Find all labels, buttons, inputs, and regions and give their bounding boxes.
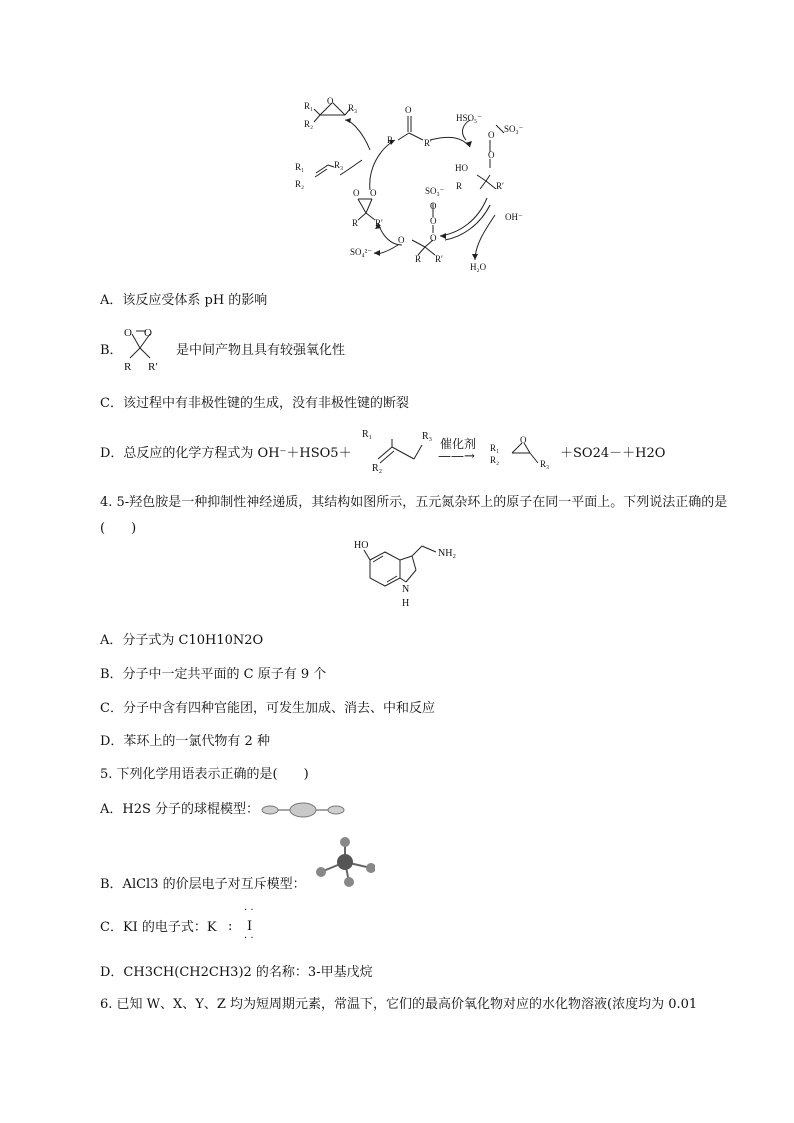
catalyst-label: 催化剂 — [440, 437, 477, 451]
q3-option-b[interactable] — [100, 322, 500, 372]
q4-stem: 4. 5-羟色胺是一种抑制性神经递质，其结构如图所示，五元氮杂环上的原子在同一平面上。下列说法正确的是( ) — [100, 495, 728, 536]
svg-text:R₂: R₂ — [295, 179, 305, 189]
q3-option-c[interactable]: C．该过程中有非极性键的生成，没有非极性键的断裂 — [100, 396, 409, 411]
svg-text:R: R — [124, 361, 132, 372]
q3-option-d[interactable] — [100, 425, 680, 475]
svg-text:R: R — [387, 135, 394, 145]
svg-text:O: O — [370, 188, 377, 198]
q4-option-b[interactable]: B．分子中一定共平面的 C 原子有 9 个 — [100, 667, 327, 682]
svg-text:R′: R′ — [375, 218, 383, 228]
option-b-text: B．AlCl3 的价层电子对互斥模型： — [100, 877, 306, 892]
svg-text:O: O — [144, 327, 152, 339]
option-d-suffix: ＋SO24－＋H2O — [560, 446, 666, 461]
q5-option-a[interactable] — [100, 798, 400, 822]
svg-text:O: O — [488, 150, 495, 160]
svg-text:R′: R′ — [496, 181, 504, 191]
svg-text:O: O — [327, 96, 334, 106]
svg-text:R₃: R₃ — [422, 431, 433, 442]
option-c-prefix: C．KI 的电子式：K — [100, 920, 217, 935]
svg-text:R₁: R₁ — [295, 162, 305, 172]
electron-dots-colon: : — [228, 919, 233, 934]
electron-dots-top: · · — [244, 905, 254, 916]
option-a-text: A．H2S 分子的球棍模型： — [100, 802, 260, 817]
svg-text:R₂: R₂ — [304, 119, 314, 129]
svg-text:SO₄²⁻: SO₄²⁻ — [350, 247, 373, 257]
svg-text:O: O — [430, 216, 437, 226]
svg-text:O: O — [488, 130, 495, 140]
reaction-cycle-figure — [290, 95, 540, 280]
svg-text:R: R — [415, 254, 422, 264]
svg-text:R: R — [352, 218, 359, 228]
q4-option-c[interactable]: C．分子中含有四种官能团，可发生加成、消去、中和反应 — [100, 701, 435, 716]
electron-dots-bottom: · · — [244, 933, 254, 944]
svg-text:R′: R′ — [435, 254, 443, 264]
svg-text:R₂: R₂ — [372, 463, 383, 474]
iodide-symbol: I — [247, 919, 253, 934]
option-b-text: 是中间产物且具有较强氧化性 — [176, 343, 346, 358]
reaction-arrow: ——→ — [438, 449, 475, 464]
svg-text:R₁: R₁ — [362, 429, 373, 440]
svg-text:O: O — [405, 105, 412, 115]
svg-text:R₁: R₁ — [490, 443, 500, 453]
serotonin-structure — [350, 538, 470, 618]
h2s-ball-stick-model — [258, 798, 348, 822]
svg-text:R₃: R₃ — [334, 160, 344, 170]
q5-stem: 5. 下列化学用语表示正确的是( ) — [100, 767, 309, 782]
svg-text:O: O — [520, 435, 527, 445]
q4-option-a[interactable]: A．分子式为 C10H10N2O — [100, 633, 264, 648]
svg-text:R₃: R₃ — [348, 103, 358, 113]
svg-text:R: R — [456, 181, 463, 191]
svg-text:O: O — [430, 233, 437, 243]
svg-text:R′: R′ — [424, 138, 432, 148]
svg-text:SO₃⁻: SO₃⁻ — [425, 186, 445, 196]
svg-text:NH₂: NH₂ — [438, 548, 456, 559]
epoxide-product-structure — [482, 433, 560, 473]
svg-text:R₁: R₁ — [304, 101, 314, 111]
q5-option-c[interactable] — [100, 905, 300, 945]
svg-text:H₂O: H₂O — [470, 262, 487, 272]
svg-text:HO: HO — [455, 163, 468, 173]
q3-option-a[interactable]: A．该反应受体系 pH 的影响 — [100, 293, 268, 308]
alcl3-vsepr-model — [305, 832, 375, 892]
svg-text:OH⁻: OH⁻ — [505, 212, 523, 222]
svg-text:HSO₅⁻: HSO₅⁻ — [456, 113, 482, 123]
ho-label: HO — [354, 540, 369, 551]
svg-text:O: O — [398, 235, 405, 245]
option-b-prefix: B． — [100, 343, 123, 358]
svg-text:O: O — [430, 201, 437, 211]
svg-text:H: H — [402, 598, 410, 609]
svg-text:SO₃⁻: SO₃⁻ — [504, 124, 524, 134]
option-d-prefix: D．总反应的化学方程式为 OH⁻＋HSO5＋ — [100, 446, 352, 461]
q6-stem: 6. 已知 W、X、Y、Z 均为短周期元素，常温下，它们的最高价氧化物对应的水化物溶液(浓度均为 0.01 — [100, 997, 698, 1012]
q4-option-d[interactable]: D．苯环上的一氯代物有 2 种 — [100, 734, 270, 749]
svg-text:O: O — [353, 188, 360, 198]
svg-text:N: N — [402, 584, 410, 595]
q5-option-d[interactable]: D．CH3CH(CH2CH3)2 的名称：3-甲基戊烷 — [100, 965, 373, 980]
svg-text:R₃: R₃ — [540, 459, 550, 469]
svg-text:R′: R′ — [148, 361, 158, 372]
dioxirane-structure — [118, 322, 178, 372]
svg-text:O: O — [124, 327, 132, 339]
svg-text:R₂: R₂ — [490, 455, 500, 465]
alkene-structure — [358, 425, 438, 475]
q5-option-b[interactable] — [100, 832, 420, 894]
